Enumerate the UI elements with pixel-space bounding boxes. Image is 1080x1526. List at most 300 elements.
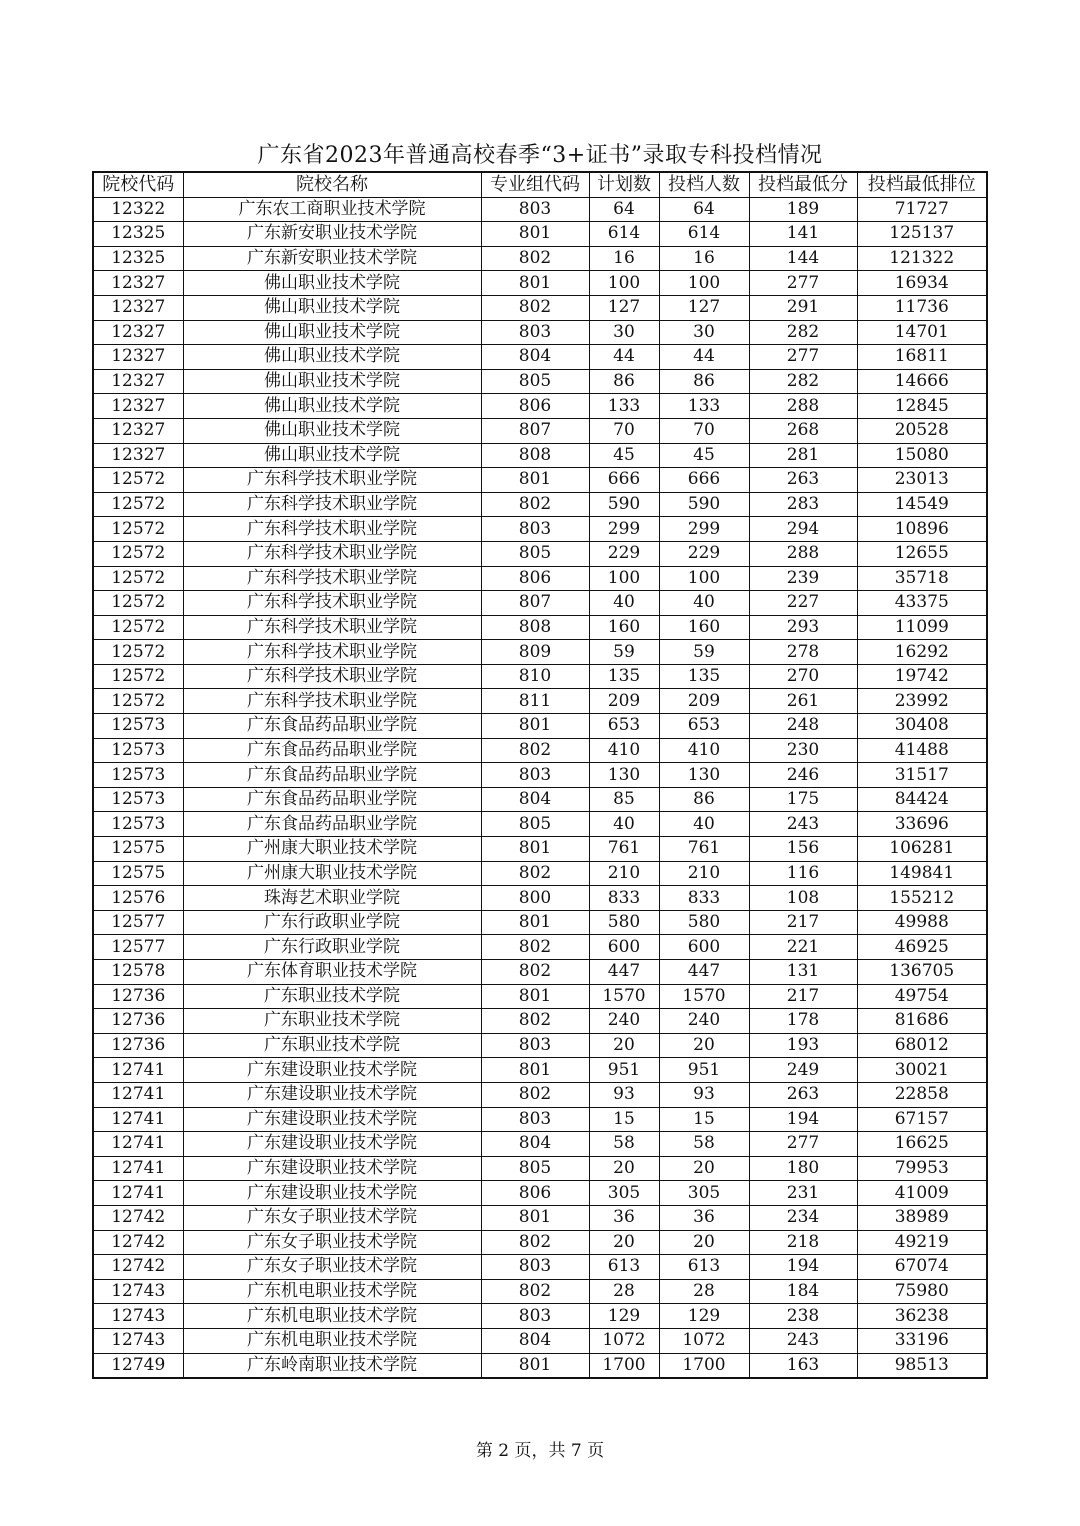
table-row xyxy=(93,295,987,320)
cell-min-score: 144 xyxy=(749,246,857,271)
cell-min-score: 294 xyxy=(749,517,857,542)
table-row xyxy=(93,541,987,566)
cell-school-code: 12572 xyxy=(93,689,183,714)
cell-min-rank: 49219 xyxy=(857,1230,987,1255)
cell-school-name: 广东建设职业技术学院 xyxy=(183,1132,481,1157)
cell-school-name: 佛山职业技术学院 xyxy=(183,271,481,296)
cell-school-name: 佛山职业技术学院 xyxy=(183,345,481,370)
cell-min-rank: 22858 xyxy=(857,1082,987,1107)
table-row xyxy=(93,714,987,739)
cell-school-code: 12327 xyxy=(93,443,183,468)
table-row xyxy=(93,763,987,788)
cell-min-rank: 125137 xyxy=(857,222,987,247)
cell-plan-count: 600 xyxy=(589,935,659,960)
cell-min-rank: 33196 xyxy=(857,1328,987,1353)
cell-admitted-count: 160 xyxy=(659,615,749,640)
cell-admitted-count: 93 xyxy=(659,1082,749,1107)
cell-school-code: 12741 xyxy=(93,1181,183,1206)
cell-group-code: 803 xyxy=(481,1304,589,1329)
header-min-score: 投档最低分 xyxy=(749,172,857,197)
cell-admitted-count: 86 xyxy=(659,369,749,394)
cell-plan-count: 580 xyxy=(589,910,659,935)
cell-min-score: 282 xyxy=(749,320,857,345)
table-row xyxy=(93,738,987,763)
table-row xyxy=(93,1230,987,1255)
cell-plan-count: 30 xyxy=(589,320,659,345)
cell-min-rank: 30408 xyxy=(857,714,987,739)
cell-plan-count: 1072 xyxy=(589,1328,659,1353)
cell-plan-count: 20 xyxy=(589,1033,659,1058)
table-row xyxy=(93,1205,987,1230)
cell-admitted-count: 16 xyxy=(659,246,749,271)
cell-admitted-count: 86 xyxy=(659,787,749,812)
cell-group-code: 801 xyxy=(481,714,589,739)
cell-group-code: 802 xyxy=(481,295,589,320)
cell-group-code: 803 xyxy=(481,1107,589,1132)
cell-min-rank: 23013 xyxy=(857,468,987,493)
cell-plan-count: 951 xyxy=(589,1058,659,1083)
cell-school-name: 广东机电职业技术学院 xyxy=(183,1279,481,1304)
cell-group-code: 804 xyxy=(481,1132,589,1157)
cell-group-code: 806 xyxy=(481,394,589,419)
cell-school-name: 广东职业技术学院 xyxy=(183,984,481,1009)
cell-min-score: 281 xyxy=(749,443,857,468)
cell-admitted-count: 20 xyxy=(659,1230,749,1255)
cell-min-score: 231 xyxy=(749,1181,857,1206)
cell-min-score: 180 xyxy=(749,1156,857,1181)
cell-min-score: 239 xyxy=(749,566,857,591)
cell-plan-count: 59 xyxy=(589,640,659,665)
cell-school-code: 12572 xyxy=(93,541,183,566)
cell-plan-count: 40 xyxy=(589,591,659,616)
cell-school-name: 广东科学技术职业学院 xyxy=(183,664,481,689)
cell-min-score: 131 xyxy=(749,960,857,985)
cell-group-code: 810 xyxy=(481,664,589,689)
cell-group-code: 805 xyxy=(481,369,589,394)
cell-admitted-count: 613 xyxy=(659,1255,749,1280)
cell-group-code: 803 xyxy=(481,763,589,788)
cell-admitted-count: 761 xyxy=(659,837,749,862)
cell-school-name: 广东科学技术职业学院 xyxy=(183,566,481,591)
cell-plan-count: 20 xyxy=(589,1156,659,1181)
cell-school-name: 广东职业技术学院 xyxy=(183,1033,481,1058)
cell-min-rank: 106281 xyxy=(857,837,987,862)
cell-min-rank: 121322 xyxy=(857,246,987,271)
cell-admitted-count: 653 xyxy=(659,714,749,739)
cell-school-code: 12577 xyxy=(93,935,183,960)
cell-min-rank: 33696 xyxy=(857,812,987,837)
cell-school-code: 12573 xyxy=(93,812,183,837)
cell-school-code: 12572 xyxy=(93,591,183,616)
cell-group-code: 805 xyxy=(481,1156,589,1181)
cell-group-code: 802 xyxy=(481,738,589,763)
cell-school-name: 广东建设职业技术学院 xyxy=(183,1107,481,1132)
cell-admitted-count: 129 xyxy=(659,1304,749,1329)
cell-min-rank: 16811 xyxy=(857,345,987,370)
cell-admitted-count: 45 xyxy=(659,443,749,468)
cell-min-score: 268 xyxy=(749,418,857,443)
cell-school-code: 12573 xyxy=(93,738,183,763)
cell-group-code: 803 xyxy=(481,1255,589,1280)
cell-group-code: 802 xyxy=(481,1082,589,1107)
cell-school-code: 12742 xyxy=(93,1205,183,1230)
cell-min-rank: 15080 xyxy=(857,443,987,468)
cell-school-name: 广东建设职业技术学院 xyxy=(183,1181,481,1206)
cell-school-name: 广东食品药品职业学院 xyxy=(183,812,481,837)
cell-group-code: 809 xyxy=(481,640,589,665)
cell-plan-count: 240 xyxy=(589,1009,659,1034)
cell-admitted-count: 580 xyxy=(659,910,749,935)
cell-min-score: 108 xyxy=(749,886,857,911)
cell-school-code: 12749 xyxy=(93,1353,183,1378)
cell-admitted-count: 240 xyxy=(659,1009,749,1034)
cell-school-name: 广东建设职业技术学院 xyxy=(183,1156,481,1181)
cell-min-score: 194 xyxy=(749,1107,857,1132)
cell-min-rank: 49754 xyxy=(857,984,987,1009)
cell-min-rank: 41009 xyxy=(857,1181,987,1206)
table-row xyxy=(93,1328,987,1353)
cell-school-name: 广东食品药品职业学院 xyxy=(183,763,481,788)
cell-admitted-count: 36 xyxy=(659,1205,749,1230)
cell-admitted-count: 410 xyxy=(659,738,749,763)
cell-min-score: 227 xyxy=(749,591,857,616)
cell-school-code: 12743 xyxy=(93,1328,183,1353)
cell-school-code: 12573 xyxy=(93,763,183,788)
cell-admitted-count: 590 xyxy=(659,492,749,517)
table-row xyxy=(93,837,987,862)
cell-school-code: 12572 xyxy=(93,492,183,517)
cell-plan-count: 614 xyxy=(589,222,659,247)
cell-admitted-count: 127 xyxy=(659,295,749,320)
cell-plan-count: 20 xyxy=(589,1230,659,1255)
cell-group-code: 806 xyxy=(481,566,589,591)
table-row xyxy=(93,984,987,1009)
cell-min-rank: 14666 xyxy=(857,369,987,394)
cell-plan-count: 613 xyxy=(589,1255,659,1280)
cell-admitted-count: 600 xyxy=(659,935,749,960)
cell-admitted-count: 229 xyxy=(659,541,749,566)
cell-admitted-count: 15 xyxy=(659,1107,749,1132)
cell-min-score: 141 xyxy=(749,222,857,247)
cell-admitted-count: 299 xyxy=(659,517,749,542)
cell-plan-count: 590 xyxy=(589,492,659,517)
cell-group-code: 801 xyxy=(481,984,589,1009)
cell-plan-count: 127 xyxy=(589,295,659,320)
cell-plan-count: 15 xyxy=(589,1107,659,1132)
admission-table xyxy=(92,171,988,1379)
cell-min-score: 249 xyxy=(749,1058,857,1083)
cell-plan-count: 58 xyxy=(589,1132,659,1157)
table-row xyxy=(93,886,987,911)
cell-school-name: 广东岭南职业技术学院 xyxy=(183,1353,481,1378)
cell-min-rank: 16292 xyxy=(857,640,987,665)
cell-plan-count: 210 xyxy=(589,861,659,886)
cell-min-score: 163 xyxy=(749,1353,857,1378)
cell-group-code: 802 xyxy=(481,246,589,271)
cell-school-code: 12742 xyxy=(93,1230,183,1255)
cell-plan-count: 130 xyxy=(589,763,659,788)
cell-min-rank: 155212 xyxy=(857,886,987,911)
table-row xyxy=(93,1304,987,1329)
cell-min-rank: 79953 xyxy=(857,1156,987,1181)
cell-school-code: 12743 xyxy=(93,1304,183,1329)
cell-plan-count: 410 xyxy=(589,738,659,763)
cell-min-score: 178 xyxy=(749,1009,857,1034)
cell-school-name: 广东建设职业技术学院 xyxy=(183,1082,481,1107)
cell-group-code: 801 xyxy=(481,222,589,247)
cell-plan-count: 64 xyxy=(589,197,659,222)
cell-admitted-count: 1700 xyxy=(659,1353,749,1378)
cell-school-name: 广东女子职业技术学院 xyxy=(183,1205,481,1230)
cell-min-rank: 20528 xyxy=(857,418,987,443)
cell-school-code: 12743 xyxy=(93,1279,183,1304)
cell-min-score: 288 xyxy=(749,541,857,566)
cell-school-code: 12736 xyxy=(93,984,183,1009)
cell-plan-count: 229 xyxy=(589,541,659,566)
cell-min-rank: 136705 xyxy=(857,960,987,985)
cell-admitted-count: 133 xyxy=(659,394,749,419)
cell-min-rank: 46925 xyxy=(857,935,987,960)
cell-admitted-count: 209 xyxy=(659,689,749,714)
cell-school-name: 广东科学技术职业学院 xyxy=(183,615,481,640)
page-footer: 第 2 页，共 7 页 xyxy=(475,1441,605,1461)
cell-min-rank: 149841 xyxy=(857,861,987,886)
cell-min-score: 291 xyxy=(749,295,857,320)
cell-plan-count: 653 xyxy=(589,714,659,739)
table-row xyxy=(93,517,987,542)
cell-group-code: 802 xyxy=(481,960,589,985)
cell-min-rank: 16625 xyxy=(857,1132,987,1157)
table-row xyxy=(93,640,987,665)
cell-group-code: 807 xyxy=(481,591,589,616)
cell-min-rank: 81686 xyxy=(857,1009,987,1034)
document-title: 广东省2023年普通高校春季“3+证书”录取专科投档情况 xyxy=(257,143,823,168)
cell-plan-count: 761 xyxy=(589,837,659,862)
cell-min-rank: 11736 xyxy=(857,295,987,320)
table-row xyxy=(93,960,987,985)
table-row xyxy=(93,935,987,960)
cell-plan-count: 160 xyxy=(589,615,659,640)
cell-group-code: 801 xyxy=(481,1205,589,1230)
cell-min-score: 234 xyxy=(749,1205,857,1230)
cell-school-name: 广东新安职业技术学院 xyxy=(183,222,481,247)
cell-admitted-count: 833 xyxy=(659,886,749,911)
cell-admitted-count: 70 xyxy=(659,418,749,443)
table-row xyxy=(93,320,987,345)
table-row xyxy=(93,1082,987,1107)
cell-school-code: 12327 xyxy=(93,394,183,419)
cell-group-code: 801 xyxy=(481,468,589,493)
cell-admitted-count: 59 xyxy=(659,640,749,665)
cell-school-name: 佛山职业技术学院 xyxy=(183,418,481,443)
cell-school-code: 12736 xyxy=(93,1033,183,1058)
cell-school-code: 12322 xyxy=(93,197,183,222)
cell-admitted-count: 614 xyxy=(659,222,749,247)
cell-school-name: 广东农工商职业技术学院 xyxy=(183,197,481,222)
cell-admitted-count: 666 xyxy=(659,468,749,493)
cell-min-rank: 30021 xyxy=(857,1058,987,1083)
cell-school-name: 广东建设职业技术学院 xyxy=(183,1058,481,1083)
cell-plan-count: 86 xyxy=(589,369,659,394)
cell-plan-count: 299 xyxy=(589,517,659,542)
cell-plan-count: 16 xyxy=(589,246,659,271)
cell-plan-count: 1570 xyxy=(589,984,659,1009)
cell-school-code: 12741 xyxy=(93,1058,183,1083)
table-row xyxy=(93,861,987,886)
cell-school-code: 12327 xyxy=(93,369,183,394)
cell-group-code: 806 xyxy=(481,1181,589,1206)
cell-school-name: 广州康大职业技术学院 xyxy=(183,861,481,886)
cell-school-name: 广东科学技术职业学院 xyxy=(183,640,481,665)
cell-school-name: 广东机电职业技术学院 xyxy=(183,1304,481,1329)
table-row xyxy=(93,1279,987,1304)
cell-school-code: 12572 xyxy=(93,664,183,689)
cell-min-score: 277 xyxy=(749,345,857,370)
header-school-code: 院校代码 xyxy=(93,172,183,197)
cell-min-score: 194 xyxy=(749,1255,857,1280)
cell-school-name: 广东行政职业学院 xyxy=(183,935,481,960)
cell-group-code: 801 xyxy=(481,271,589,296)
cell-min-rank: 98513 xyxy=(857,1353,987,1378)
cell-group-code: 803 xyxy=(481,1033,589,1058)
cell-group-code: 804 xyxy=(481,787,589,812)
cell-min-rank: 14549 xyxy=(857,492,987,517)
cell-school-code: 12578 xyxy=(93,960,183,985)
cell-min-score: 277 xyxy=(749,271,857,296)
cell-plan-count: 100 xyxy=(589,566,659,591)
cell-min-score: 263 xyxy=(749,1082,857,1107)
cell-school-name: 广东食品药品职业学院 xyxy=(183,787,481,812)
cell-min-score: 217 xyxy=(749,984,857,1009)
cell-school-name: 佛山职业技术学院 xyxy=(183,295,481,320)
cell-school-code: 12327 xyxy=(93,418,183,443)
header-school-name: 院校名称 xyxy=(183,172,481,197)
cell-plan-count: 129 xyxy=(589,1304,659,1329)
cell-admitted-count: 40 xyxy=(659,812,749,837)
cell-school-name: 佛山职业技术学院 xyxy=(183,443,481,468)
cell-min-score: 184 xyxy=(749,1279,857,1304)
cell-school-code: 12741 xyxy=(93,1156,183,1181)
cell-school-code: 12741 xyxy=(93,1082,183,1107)
cell-school-name: 佛山职业技术学院 xyxy=(183,320,481,345)
cell-min-score: 293 xyxy=(749,615,857,640)
table-header-row xyxy=(93,172,987,197)
cell-school-name: 广东食品药品职业学院 xyxy=(183,714,481,739)
table-row xyxy=(93,566,987,591)
cell-min-rank: 23992 xyxy=(857,689,987,714)
cell-min-score: 283 xyxy=(749,492,857,517)
cell-min-rank: 68012 xyxy=(857,1033,987,1058)
cell-min-rank: 41488 xyxy=(857,738,987,763)
cell-school-code: 12572 xyxy=(93,468,183,493)
cell-school-code: 12573 xyxy=(93,714,183,739)
table-row xyxy=(93,1156,987,1181)
cell-admitted-count: 64 xyxy=(659,197,749,222)
cell-school-name: 广州康大职业技术学院 xyxy=(183,837,481,862)
cell-group-code: 802 xyxy=(481,492,589,517)
cell-group-code: 808 xyxy=(481,443,589,468)
cell-school-code: 12325 xyxy=(93,222,183,247)
table-row xyxy=(93,443,987,468)
cell-school-name: 广东新安职业技术学院 xyxy=(183,246,481,271)
cell-min-rank: 16934 xyxy=(857,271,987,296)
cell-min-rank: 38989 xyxy=(857,1205,987,1230)
cell-group-code: 808 xyxy=(481,615,589,640)
table-row xyxy=(93,787,987,812)
cell-school-name: 广东食品药品职业学院 xyxy=(183,738,481,763)
cell-admitted-count: 447 xyxy=(659,960,749,985)
cell-min-score: 221 xyxy=(749,935,857,960)
cell-min-rank: 67157 xyxy=(857,1107,987,1132)
cell-school-name: 佛山职业技术学院 xyxy=(183,369,481,394)
cell-plan-count: 70 xyxy=(589,418,659,443)
cell-admitted-count: 20 xyxy=(659,1156,749,1181)
cell-min-score: 278 xyxy=(749,640,857,665)
cell-admitted-count: 28 xyxy=(659,1279,749,1304)
cell-min-score: 193 xyxy=(749,1033,857,1058)
table-row xyxy=(93,394,987,419)
table-row xyxy=(93,591,987,616)
cell-group-code: 804 xyxy=(481,345,589,370)
cell-school-name: 广东科学技术职业学院 xyxy=(183,541,481,566)
cell-admitted-count: 210 xyxy=(659,861,749,886)
cell-min-score: 263 xyxy=(749,468,857,493)
cell-plan-count: 135 xyxy=(589,664,659,689)
cell-group-code: 803 xyxy=(481,197,589,222)
table-row xyxy=(93,1353,987,1378)
cell-admitted-count: 40 xyxy=(659,591,749,616)
table-row xyxy=(93,222,987,247)
cell-min-rank: 31517 xyxy=(857,763,987,788)
cell-admitted-count: 20 xyxy=(659,1033,749,1058)
cell-school-code: 12325 xyxy=(93,246,183,271)
cell-admitted-count: 44 xyxy=(659,345,749,370)
cell-min-score: 246 xyxy=(749,763,857,788)
cell-school-code: 12736 xyxy=(93,1009,183,1034)
cell-admitted-count: 1570 xyxy=(659,984,749,1009)
cell-plan-count: 28 xyxy=(589,1279,659,1304)
cell-min-rank: 36238 xyxy=(857,1304,987,1329)
table-row xyxy=(93,812,987,837)
cell-school-code: 12572 xyxy=(93,566,183,591)
cell-min-rank: 43375 xyxy=(857,591,987,616)
cell-min-rank: 19742 xyxy=(857,664,987,689)
cell-min-score: 217 xyxy=(749,910,857,935)
cell-plan-count: 305 xyxy=(589,1181,659,1206)
cell-school-name: 广东女子职业技术学院 xyxy=(183,1230,481,1255)
header-plan-count: 计划数 xyxy=(589,172,659,197)
cell-school-code: 12742 xyxy=(93,1255,183,1280)
cell-school-name: 广东女子职业技术学院 xyxy=(183,1255,481,1280)
cell-plan-count: 447 xyxy=(589,960,659,985)
table-row xyxy=(93,418,987,443)
cell-min-rank: 10896 xyxy=(857,517,987,542)
cell-school-code: 12573 xyxy=(93,787,183,812)
cell-school-name: 广东体育职业技术学院 xyxy=(183,960,481,985)
table-row xyxy=(93,1033,987,1058)
table-row xyxy=(93,615,987,640)
cell-school-code: 12741 xyxy=(93,1107,183,1132)
header-group-code: 专业组代码 xyxy=(481,172,589,197)
cell-group-code: 803 xyxy=(481,517,589,542)
cell-group-code: 801 xyxy=(481,910,589,935)
cell-plan-count: 85 xyxy=(589,787,659,812)
cell-admitted-count: 100 xyxy=(659,271,749,296)
cell-min-score: 288 xyxy=(749,394,857,419)
cell-school-name: 广东科学技术职业学院 xyxy=(183,517,481,542)
cell-school-code: 12327 xyxy=(93,320,183,345)
cell-min-score: 230 xyxy=(749,738,857,763)
